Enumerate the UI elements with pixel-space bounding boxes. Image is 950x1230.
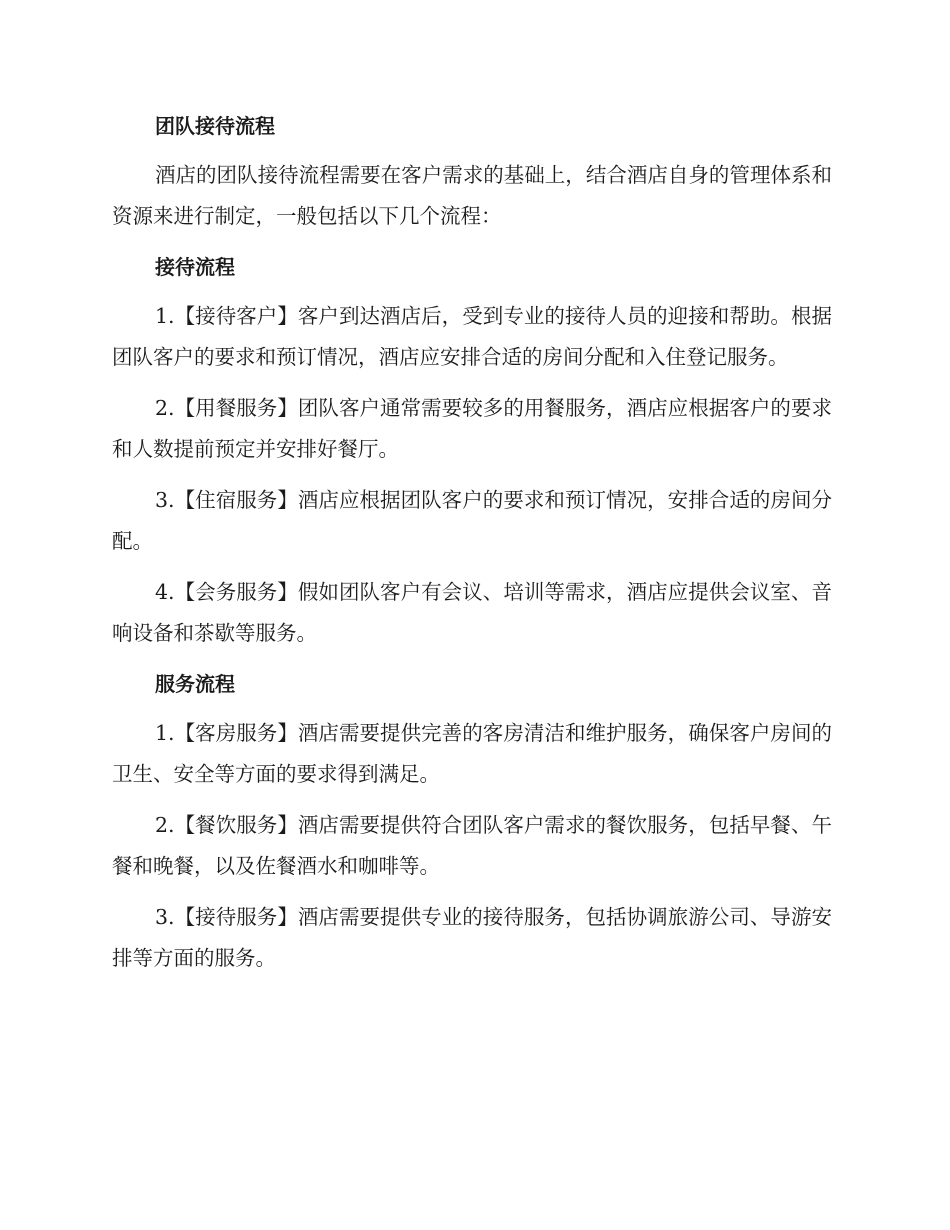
intro-paragraph: 酒店的团队接待流程需要在客户需求的基础上，结合酒店自身的管理体系和资源来进行制定，一般包括以下几个流程： — [112, 163, 832, 228]
service-item-2: 2.【餐饮服务】酒店需要提供符合团队客户需求的餐饮服务，包括早餐、午餐和晚餐，以及佐餐酒水和咖啡等。 — [112, 813, 832, 878]
section-heading-reception: 接待流程 — [155, 255, 235, 279]
service-item-1: 1.【客房服务】酒店需要提供完善的客房清洁和维护服务，确保客户房间的卫生、安全等方面的要求得到满足。 — [112, 721, 832, 786]
document-title: 团队接待流程 — [155, 114, 275, 138]
reception-item-2: 2.【用餐服务】团队客户通常需要较多的用餐服务，酒店应根据客户的要求和人数提前预定并安排好餐厅。 — [112, 396, 832, 461]
reception-item-1: 1.【接待客户】客户到达酒店后，受到专业的接待人员的迎接和帮助。根据团队客户的要求和预订情况，酒店应安排合适的房间分配和入住登记服务。 — [112, 304, 832, 369]
reception-item-4: 4.【会务服务】假如团队客户有会议、培训等需求，酒店应提供会议室、音响设备和茶歇等服务。 — [112, 580, 832, 645]
service-item-3: 3.【接待服务】酒店需要提供专业的接待服务，包括协调旅游公司、导游安排等方面的服务。 — [112, 905, 832, 970]
reception-item-3: 3.【住宿服务】酒店应根据团队客户的要求和预订情况，安排合适的房间分配。 — [112, 488, 832, 553]
section-heading-service: 服务流程 — [155, 672, 235, 696]
document-body — [112, 106, 832, 989]
